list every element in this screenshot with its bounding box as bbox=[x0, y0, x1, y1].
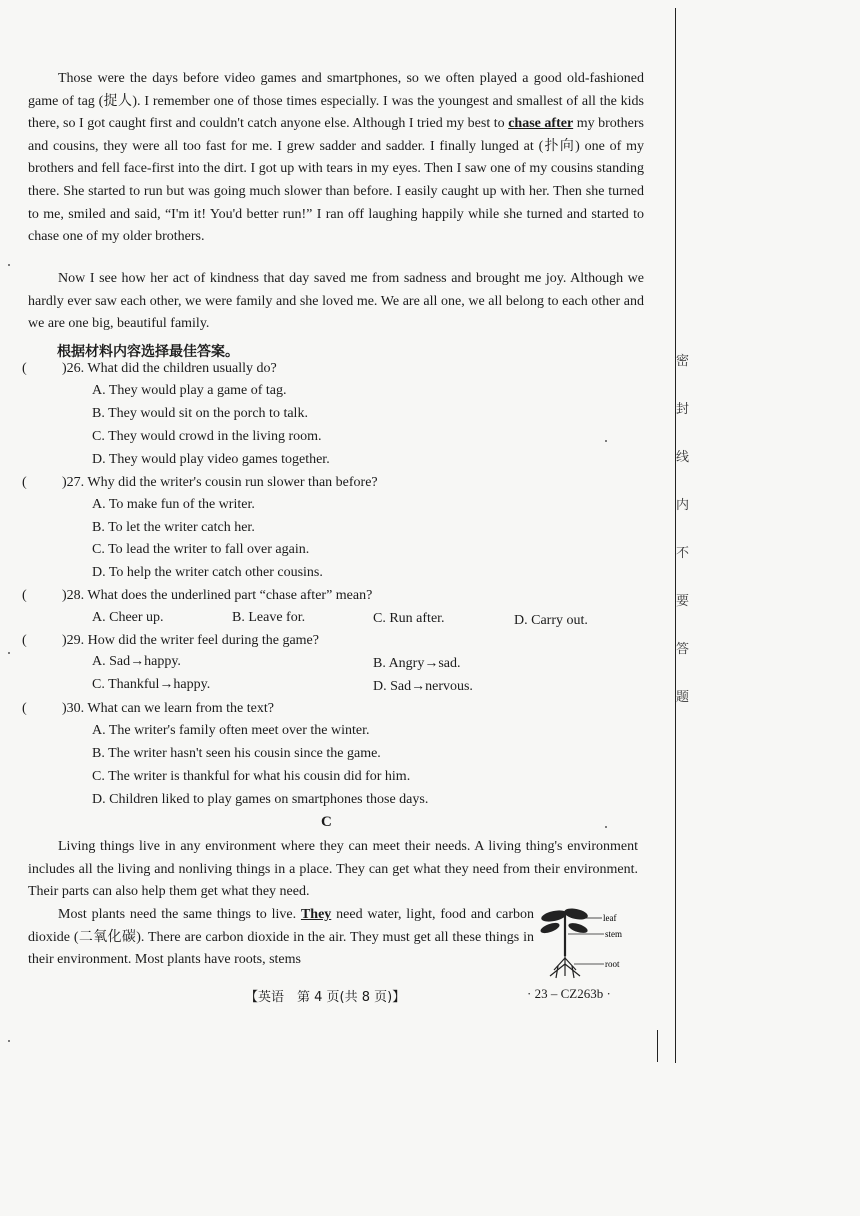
seal-char-3: 线 bbox=[676, 450, 690, 465]
answer-paren: ( bbox=[22, 701, 27, 716]
option-28a: A. Cheer up. bbox=[92, 610, 164, 625]
option-30b: B. The writer hasn't seen his cousin since the game. bbox=[92, 746, 381, 761]
option-27d: D. To help the writer catch other cousins. bbox=[92, 565, 323, 580]
instruction: 根据材料内容选择最佳答案。 bbox=[57, 344, 239, 360]
passage-c-paragraph-2 bbox=[28, 904, 534, 972]
plant-diagram bbox=[536, 904, 636, 982]
section-c-label: C bbox=[321, 814, 332, 830]
para2-a-text: Most plants need the same things to live. bbox=[58, 907, 301, 922]
option-29d: D. Sad→nervous. bbox=[373, 679, 473, 694]
answer-paren: ( bbox=[22, 633, 27, 648]
underlined-they: They bbox=[300, 907, 332, 922]
option-26a: A. They would play a game of tag. bbox=[92, 383, 287, 398]
question-stem: )29. How did the writer feel during the game? bbox=[62, 633, 319, 648]
option-26d: D. They would play video games together. bbox=[92, 452, 330, 467]
scan-speck bbox=[8, 1040, 10, 1042]
footer-code: · 23 – CZ263b · bbox=[527, 986, 611, 1001]
option-29c: C. Thankful→happy. bbox=[92, 677, 211, 692]
option-29b: B. Angry→sad. bbox=[373, 656, 461, 671]
question-stem: )30. What can we learn from the text? bbox=[62, 701, 274, 716]
underlined-chase-after: chase after bbox=[508, 116, 574, 132]
option-27a: A. To make fun of the writer. bbox=[92, 497, 255, 512]
passage-b-paragraph-2: Now I see how her act of kindness that day saved me from sadness and brought me joy. Although we hardly ever saw each other, we were family and she loved me. We are all one, we all belong to each other and we are one big, beautiful family. bbox=[28, 271, 644, 332]
scan-speck bbox=[8, 264, 10, 266]
seal-char-4: 内 bbox=[676, 498, 690, 513]
scan-speck bbox=[8, 652, 10, 654]
option-28b: B. Leave for. bbox=[232, 610, 306, 625]
seal-char-1: 密 bbox=[676, 354, 690, 369]
option-27b: B. To let the writer catch her. bbox=[92, 520, 255, 535]
option-27c: C. To lead the writer to fall over again. bbox=[92, 542, 310, 557]
footer-page-info: 【英语 第 4 页(共 8 页)】 bbox=[245, 990, 406, 1005]
binding-line-bottom bbox=[657, 1030, 658, 1062]
label-leaf: leaf bbox=[603, 913, 617, 923]
label-stem: stem bbox=[605, 929, 622, 939]
option-26b: B. They would sit on the porch to talk. bbox=[92, 406, 308, 421]
plant-roots bbox=[550, 954, 580, 978]
passage-c-paragraph-1: Living things live in any environment where they can meet their needs. A living thing's environment includes all the living and nonliving things in a place. They can get what they need from their environment. Their parts can also help them get what they need. bbox=[28, 839, 638, 900]
seal-char-8: 题 bbox=[676, 690, 690, 705]
para1-text: Those were the days before video games and smartphones, so we often played a good old-fashioned game of tag (捉人). I remember one of those times especially. I was the youngest and smallest of all the kids there, so I got caught first and couldn't catch anyone else. Although I tried my best to bbox=[28, 71, 644, 132]
seal-char-2: 封 bbox=[676, 402, 690, 417]
scan-speck bbox=[605, 440, 607, 442]
answer-paren: ( bbox=[22, 588, 27, 603]
label-root: root bbox=[605, 959, 620, 969]
seal-char-5: 不 bbox=[676, 546, 690, 561]
question-stem: )28. What does the underlined part “chase after” mean? bbox=[62, 588, 373, 603]
answer-paren: ( bbox=[22, 361, 27, 376]
question-stem: )26. What did the children usually do? bbox=[62, 361, 277, 376]
option-28c: C. Run after. bbox=[373, 611, 445, 626]
option-26c: C. They would crowd in the living room. bbox=[92, 429, 322, 444]
question-stem: )27. Why did the writer's cousin run slower than before? bbox=[62, 475, 378, 490]
para2-b-text: need water, light, food and carbon dioxide (二氧化碳). There are carbon dioxide in the air. They must get all these things in their environment. Most plants have roots, stems bbox=[28, 907, 534, 968]
option-30a: A. The writer's family often meet over the winter. bbox=[92, 723, 370, 738]
binding-line bbox=[675, 8, 676, 1063]
scan-speck bbox=[605, 826, 607, 828]
seal-char-6: 要 bbox=[676, 594, 690, 609]
answer-paren: ( bbox=[22, 475, 27, 490]
para1-rest-text: my brothers and cousins, they were all too fast for me. I grew sadder and sadder. I finally lunged at (扑向) one of my brothers and fell face-first into the dirt. I got up with tears in my eyes. Then I saw one of my cousins standing there. She started to run but was going much slower than before. I easily caught up with her. Then she turned to me, smiled and said, “I'm it! You'd better run!” I ran off laughing happily while she turned and started to chase one of my older brothers. bbox=[28, 116, 644, 245]
option-29a: A. Sad→happy. bbox=[92, 654, 181, 669]
option-30c: C. The writer is thankful for what his cousin did for him. bbox=[92, 769, 411, 784]
seal-char-7: 答 bbox=[676, 642, 690, 657]
passage-b-paragraph-1 bbox=[28, 68, 644, 249]
option-28d: D. Carry out. bbox=[514, 613, 588, 628]
option-30d: D. Children liked to play games on smartphones those days. bbox=[92, 792, 429, 807]
